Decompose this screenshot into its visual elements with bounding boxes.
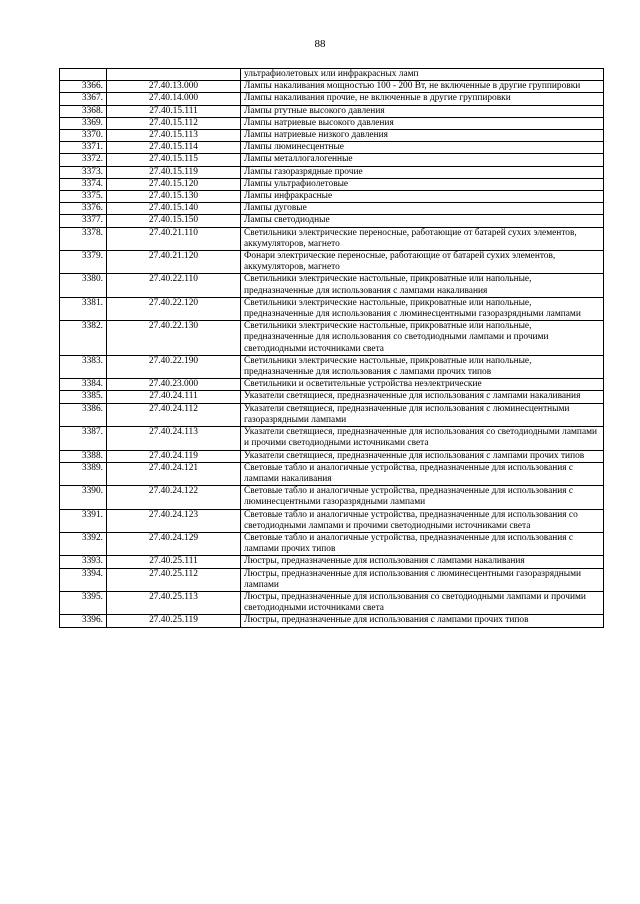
product-description: Лампы дуговые — [241, 203, 604, 215]
row-number: 3389. — [60, 462, 107, 485]
page-number: 88 — [314, 38, 326, 50]
product-description: Световые табло и аналогичные устройства, предназначенные для использования с лампами прочих типов — [241, 532, 604, 555]
row-number: 3379. — [60, 251, 107, 274]
okpd-code: 27.40.24.122 — [107, 486, 241, 509]
row-number: 3368. — [60, 105, 107, 117]
okpd-code: 27.40.24.113 — [107, 427, 241, 450]
table-row — [60, 166, 604, 178]
row-number: 3382. — [60, 321, 107, 356]
table-row — [60, 154, 604, 166]
row-number: 3371. — [60, 142, 107, 154]
okpd-code: 27.40.24.111 — [107, 391, 241, 403]
product-description: Лампы инфракрасные — [241, 191, 604, 203]
table-row — [60, 509, 604, 532]
row-number — [60, 69, 107, 81]
row-number: 3386. — [60, 403, 107, 426]
row-number: 3396. — [60, 615, 107, 627]
okpd-code: 27.40.22.130 — [107, 321, 241, 356]
okpd-code: 27.40.25.119 — [107, 615, 241, 627]
product-description: Указатели светящиеся, предназначенные для использования со светодиодными лампами и прочими светодиодными источниками света — [241, 427, 604, 450]
table-row — [60, 355, 604, 378]
row-number: 3388. — [60, 450, 107, 462]
okpd-code: 27.40.15.119 — [107, 166, 241, 178]
table-row — [60, 591, 604, 614]
classification-table — [59, 68, 604, 628]
row-number: 3377. — [60, 215, 107, 227]
table-row — [60, 450, 604, 462]
product-description: Лампы ультрафиолетовые — [241, 178, 604, 190]
row-number: 3369. — [60, 117, 107, 129]
product-description: Люстры, предназначенные для использования с люминесцентными газоразрядными лампами — [241, 568, 604, 591]
product-description: Указатели светящиеся, предназначенные для использования с лампами прочих типов — [241, 450, 604, 462]
table-row — [60, 321, 604, 356]
product-description: Указатели светящиеся, предназначенные для использования с люминесцентными газоразрядными лампами — [241, 403, 604, 426]
row-number: 3376. — [60, 203, 107, 215]
okpd-code — [107, 69, 241, 81]
product-description: ультрафиолетовых или инфракрасных ламп — [241, 69, 604, 81]
table-row — [60, 568, 604, 591]
table-row — [60, 191, 604, 203]
table-row — [60, 93, 604, 105]
row-number: 3394. — [60, 568, 107, 591]
table-row — [60, 117, 604, 129]
product-description: Световые табло и аналогичные устройства, предназначенные для использования со светодиодными лампами и прочими светодиодными источниками света — [241, 509, 604, 532]
product-description: Светильники и осветительные устройства неэлектрические — [241, 379, 604, 391]
okpd-code: 27.40.22.120 — [107, 297, 241, 320]
okpd-code: 27.40.24.119 — [107, 450, 241, 462]
okpd-code: 27.40.24.121 — [107, 462, 241, 485]
table-row — [60, 379, 604, 391]
okpd-code: 27.40.22.110 — [107, 274, 241, 297]
okpd-code: 27.40.21.110 — [107, 227, 241, 250]
table-row — [60, 556, 604, 568]
row-number: 3373. — [60, 166, 107, 178]
row-number: 3372. — [60, 154, 107, 166]
product-description: Лампы накаливания прочие, не включенные в другие группировки — [241, 93, 604, 105]
row-number: 3395. — [60, 591, 107, 614]
product-description: Лампы газоразрядные прочие — [241, 166, 604, 178]
product-description: Светильники электрические настольные, прикроватные или напольные, предназначенные для использования с люминесцентными газоразрядными лампами — [241, 297, 604, 320]
table-row — [60, 178, 604, 190]
product-description: Лампы светодиодные — [241, 215, 604, 227]
product-description: Лампы натриевые низкого давления — [241, 130, 604, 142]
okpd-code: 27.40.25.112 — [107, 568, 241, 591]
okpd-code: 27.40.25.113 — [107, 591, 241, 614]
product-description: Лампы люминесцентные — [241, 142, 604, 154]
okpd-code: 27.40.15.140 — [107, 203, 241, 215]
product-description: Указатели светящиеся, предназначенные для использования с лампами накаливания — [241, 391, 604, 403]
okpd-code: 27.40.15.113 — [107, 130, 241, 142]
row-number: 3374. — [60, 178, 107, 190]
product-description: Люстры, предназначенные для использования с лампами прочих типов — [241, 615, 604, 627]
row-number: 3384. — [60, 379, 107, 391]
table-body — [60, 69, 604, 628]
table-row — [60, 274, 604, 297]
okpd-code: 27.40.15.150 — [107, 215, 241, 227]
table-row — [60, 227, 604, 250]
product-description: Лампы накаливания мощностью 100 - 200 Вт, не включенные в другие группировки — [241, 81, 604, 93]
okpd-code: 27.40.24.112 — [107, 403, 241, 426]
row-number: 3390. — [60, 486, 107, 509]
product-description: Люстры, предназначенные для использования с лампами накаливания — [241, 556, 604, 568]
okpd-code: 27.40.14.000 — [107, 93, 241, 105]
row-number: 3381. — [60, 297, 107, 320]
row-number: 3391. — [60, 509, 107, 532]
table-row — [60, 297, 604, 320]
okpd-code: 27.40.24.129 — [107, 532, 241, 555]
okpd-code: 27.40.15.115 — [107, 154, 241, 166]
product-description: Фонари электрические переносные, работающие от батарей сухих элементов, аккумуляторов, магнето — [241, 251, 604, 274]
okpd-code: 27.40.15.130 — [107, 191, 241, 203]
product-description: Световые табло и аналогичные устройства, предназначенные для использования с лампами накаливания — [241, 462, 604, 485]
table-row — [60, 486, 604, 509]
okpd-code: 27.40.23.000 — [107, 379, 241, 391]
table-row — [60, 69, 604, 81]
row-number: 3387. — [60, 427, 107, 450]
row-number: 3380. — [60, 274, 107, 297]
product-description: Лампы металлогалогенные — [241, 154, 604, 166]
product-description: Светильники электрические настольные, прикроватные или напольные, предназначенные для использования с лампами накаливания — [241, 274, 604, 297]
okpd-code: 27.40.13.000 — [107, 81, 241, 93]
row-number: 3375. — [60, 191, 107, 203]
okpd-code: 27.40.22.190 — [107, 355, 241, 378]
table-row — [60, 427, 604, 450]
row-number: 3378. — [60, 227, 107, 250]
table-row — [60, 142, 604, 154]
row-number: 3385. — [60, 391, 107, 403]
product-description: Световые табло и аналогичные устройства, предназначенные для использования с люминесцентными газоразрядными лампами — [241, 486, 604, 509]
row-number: 3392. — [60, 532, 107, 555]
table-row — [60, 203, 604, 215]
product-description: Светильники электрические переносные, работающие от батарей сухих элементов, аккумуляторов, магнето — [241, 227, 604, 250]
okpd-code: 27.40.21.120 — [107, 251, 241, 274]
table-row — [60, 391, 604, 403]
table-row — [60, 615, 604, 627]
table-row — [60, 532, 604, 555]
product-description: Лампы натриевые высокого давления — [241, 117, 604, 129]
row-number: 3367. — [60, 93, 107, 105]
row-number: 3366. — [60, 81, 107, 93]
row-number: 3370. — [60, 130, 107, 142]
table-row — [60, 215, 604, 227]
okpd-code: 27.40.24.123 — [107, 509, 241, 532]
product-description: Люстры, предназначенные для использования со светодиодными лампами и прочими светодиодными источниками света — [241, 591, 604, 614]
table-row — [60, 105, 604, 117]
table-row — [60, 251, 604, 274]
row-number: 3383. — [60, 355, 107, 378]
table-row — [60, 403, 604, 426]
okpd-code: 27.40.15.114 — [107, 142, 241, 154]
row-number: 3393. — [60, 556, 107, 568]
okpd-code: 27.40.15.111 — [107, 105, 241, 117]
table-row — [60, 130, 604, 142]
product-description: Лампы ртутные высокого давления — [241, 105, 604, 117]
okpd-code: 27.40.25.111 — [107, 556, 241, 568]
product-description: Светильники электрические настольные, прикроватные или напольные, предназначенные для использования с лампами прочих типов — [241, 355, 604, 378]
table-row — [60, 81, 604, 93]
product-description: Светильники электрические настольные, прикроватные или напольные, предназначенные для использования со светодиодными лампами и прочими светодиодными источниками света — [241, 321, 604, 356]
okpd-code: 27.40.15.120 — [107, 178, 241, 190]
okpd-code: 27.40.15.112 — [107, 117, 241, 129]
table-row — [60, 462, 604, 485]
